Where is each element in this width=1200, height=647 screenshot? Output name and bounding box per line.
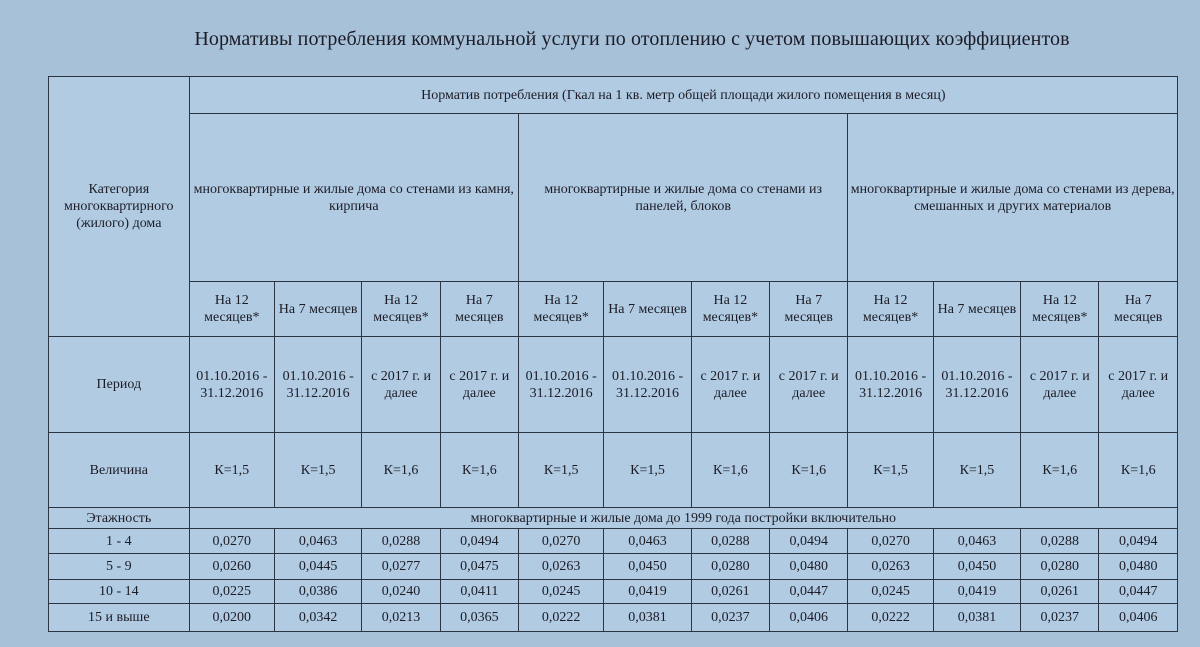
norm-value: 0,0480 <box>1099 554 1178 580</box>
period-value: 01.10.2016 - 31.12.2016 <box>848 337 933 433</box>
norm-value: 0,0450 <box>604 554 691 580</box>
table-row <box>49 529 1178 554</box>
norm-value: 0,0475 <box>440 554 518 580</box>
wall-material-row <box>49 114 1178 282</box>
norm-value: 0,0245 <box>848 580 933 604</box>
floors-range: 5 - 9 <box>49 554 190 580</box>
norm-value: 0,0280 <box>691 554 769 580</box>
table-row <box>49 554 1178 580</box>
duration-header: На 12 месяцев* <box>362 282 440 337</box>
coefficient-row <box>49 433 1178 508</box>
norm-value: 0,0260 <box>189 554 274 580</box>
floors-range: 15 и выше <box>49 604 190 632</box>
period-value: 01.10.2016 - 31.12.2016 <box>274 337 361 433</box>
period-value: с 2017 г. и далее <box>1021 337 1099 433</box>
floors-range: 10 - 14 <box>49 580 190 604</box>
norm-value: 0,0381 <box>604 604 691 632</box>
coefficient-value: К=1,6 <box>1021 433 1099 508</box>
duration-header: На 7 месяцев <box>440 282 518 337</box>
norm-value: 0,0419 <box>933 580 1020 604</box>
coefficient-value: К=1,6 <box>770 433 848 508</box>
duration-header: На 7 месяцев <box>933 282 1020 337</box>
norm-value: 0,0463 <box>274 529 361 554</box>
coefficient-value: К=1,6 <box>362 433 440 508</box>
norm-value: 0,0261 <box>1021 580 1099 604</box>
norm-value: 0,0288 <box>691 529 769 554</box>
norm-value: 0,0494 <box>440 529 518 554</box>
norm-value: 0,0342 <box>274 604 361 632</box>
norm-value: 0,0450 <box>933 554 1020 580</box>
norm-value: 0,0270 <box>848 529 933 554</box>
period-value: с 2017 г. и далее <box>362 337 440 433</box>
category-header: Категория многоквартирного (жилого) дома <box>49 77 190 337</box>
duration-row <box>49 282 1178 337</box>
norm-value: 0,0447 <box>1099 580 1178 604</box>
period-value: с 2017 г. и далее <box>691 337 769 433</box>
norm-value: 0,0406 <box>770 604 848 632</box>
norm-header: Норматив потребления (Гкал на 1 кв. метр общей площади жилого помещения в месяц) <box>189 77 1177 114</box>
norm-value: 0,0263 <box>848 554 933 580</box>
wall-group-3: многоквартирные и жилые дома со стенами из дерева, смешанных и других материалов <box>848 114 1178 282</box>
period-value: с 2017 г. и далее <box>1099 337 1178 433</box>
norm-value: 0,0463 <box>933 529 1020 554</box>
norm-value: 0,0494 <box>1099 529 1178 554</box>
norm-value: 0,0270 <box>519 529 604 554</box>
floors-label: Этажность <box>49 508 190 529</box>
period-value: 01.10.2016 - 31.12.2016 <box>604 337 691 433</box>
duration-header: На 12 месяцев* <box>1021 282 1099 337</box>
period-value: с 2017 г. и далее <box>440 337 518 433</box>
duration-header: На 7 месяцев <box>770 282 848 337</box>
norm-value: 0,0494 <box>770 529 848 554</box>
period-value: 01.10.2016 - 31.12.2016 <box>189 337 274 433</box>
coefficient-value: К=1,5 <box>604 433 691 508</box>
duration-header: На 7 месяцев <box>274 282 361 337</box>
norm-value: 0,0447 <box>770 580 848 604</box>
duration-header: На 12 месяцев* <box>189 282 274 337</box>
norm-value: 0,0411 <box>440 580 518 604</box>
norm-value: 0,0386 <box>274 580 361 604</box>
duration-header: На 12 месяцев* <box>519 282 604 337</box>
period-value: 01.10.2016 - 31.12.2016 <box>933 337 1020 433</box>
norm-value: 0,0240 <box>362 580 440 604</box>
coefficient-value: К=1,5 <box>848 433 933 508</box>
wall-group-2: многоквартирные и жилые дома со стенами из панелей, блоков <box>519 114 848 282</box>
value-label: Величина <box>49 433 190 508</box>
duration-header: На 12 месяцев* <box>691 282 769 337</box>
floors-header-row <box>49 508 1178 529</box>
wall-group-1: многоквартирные и жилые дома со стенами из камня, кирпича <box>189 114 518 282</box>
coefficient-value: К=1,6 <box>440 433 518 508</box>
table-row <box>49 580 1178 604</box>
norm-value: 0,0213 <box>362 604 440 632</box>
coefficient-value: К=1,5 <box>519 433 604 508</box>
norm-value: 0,0463 <box>604 529 691 554</box>
period-value: 01.10.2016 - 31.12.2016 <box>519 337 604 433</box>
norm-value: 0,0288 <box>1021 529 1099 554</box>
norm-value: 0,0406 <box>1099 604 1178 632</box>
coefficient-value: К=1,5 <box>274 433 361 508</box>
norm-value: 0,0445 <box>274 554 361 580</box>
norm-value: 0,0381 <box>933 604 1020 632</box>
duration-header: На 7 месяцев <box>1099 282 1178 337</box>
coefficient-value: К=1,6 <box>1099 433 1178 508</box>
norm-value: 0,0237 <box>691 604 769 632</box>
norm-value: 0,0263 <box>519 554 604 580</box>
built-note: многоквартирные и жилые дома до 1999 года постройки включительно <box>189 508 1177 529</box>
norm-value: 0,0200 <box>189 604 274 632</box>
document-title: Нормативы потребления коммунальной услуги по отоплению с учетом повышающих коэффициентов <box>194 28 1070 50</box>
period-label: Период <box>49 337 190 433</box>
norms-table <box>48 76 1178 632</box>
norm-value: 0,0222 <box>848 604 933 632</box>
norm-value: 0,0365 <box>440 604 518 632</box>
coefficient-value: К=1,5 <box>933 433 1020 508</box>
norm-value: 0,0245 <box>519 580 604 604</box>
norm-value: 0,0237 <box>1021 604 1099 632</box>
norm-value: 0,0270 <box>189 529 274 554</box>
coefficient-value: К=1,6 <box>691 433 769 508</box>
norm-value: 0,0222 <box>519 604 604 632</box>
period-value: с 2017 г. и далее <box>770 337 848 433</box>
floors-range: 1 - 4 <box>49 529 190 554</box>
norm-value: 0,0225 <box>189 580 274 604</box>
norm-value: 0,0277 <box>362 554 440 580</box>
norm-value: 0,0288 <box>362 529 440 554</box>
norms-data-body <box>49 529 1178 632</box>
table-row <box>49 604 1178 632</box>
duration-header: На 12 месяцев* <box>848 282 933 337</box>
coefficient-value: К=1,5 <box>189 433 274 508</box>
norm-value: 0,0261 <box>691 580 769 604</box>
duration-header: На 7 месяцев <box>604 282 691 337</box>
norm-value: 0,0280 <box>1021 554 1099 580</box>
norm-value: 0,0480 <box>770 554 848 580</box>
period-row <box>49 337 1178 433</box>
norm-value: 0,0419 <box>604 580 691 604</box>
